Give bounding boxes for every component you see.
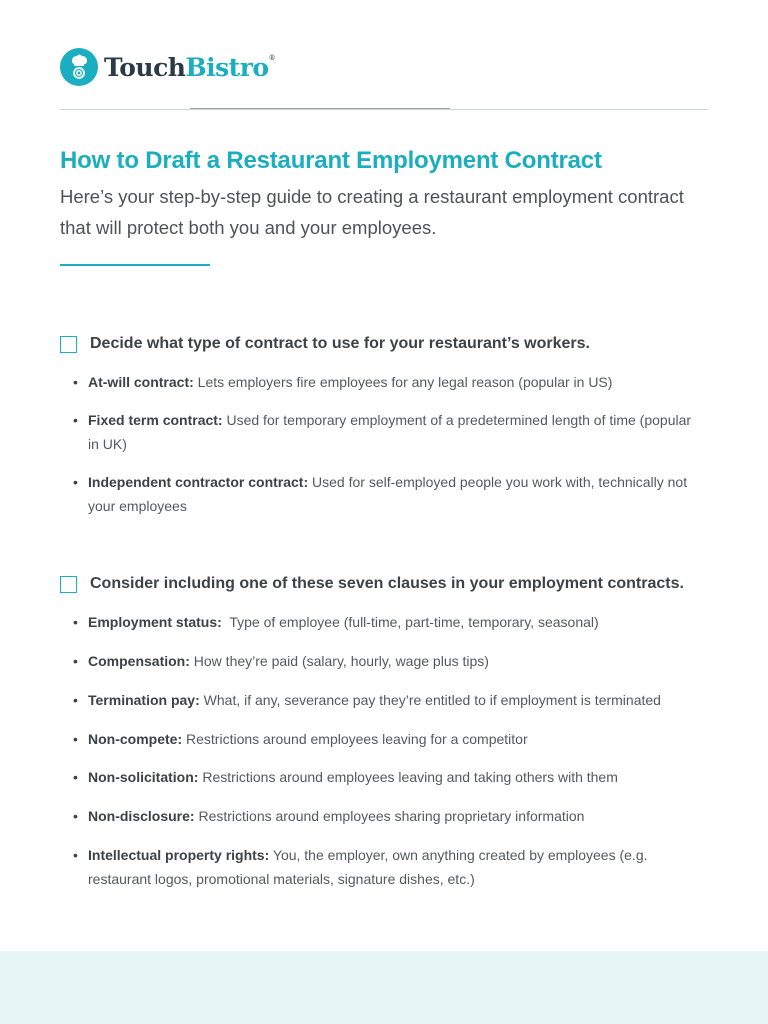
list-item [60,408,700,456]
bullet-term: Termination pay: [88,692,200,708]
logo-wordmark [104,52,276,82]
bullet-text: You, the employer, own anything created by employees (e.g. restaurant logos, promotional materials, signature dishes, etc.) [88,847,648,887]
bullet-icon: • [73,374,78,390]
bullet-term: Fixed term contract: [88,412,223,428]
bullet-text: What, if any, severance pay they’re entitled to if employment is terminated [199,692,661,708]
bullet-text: Type of employee (full-time, part-time, temporary, seasonal) [221,614,599,630]
header-divider [60,109,708,110]
bullet-text: Used for temporary employment of a predetermined length of time (popular in UK) [88,412,692,452]
list-item [60,370,700,394]
logo-text-bistro: Bistro [185,52,269,82]
bullet-icon: • [73,692,78,708]
list-item [60,843,660,891]
bullet-term: Employment status: [88,614,222,630]
bullet-text: Restrictions around employees sharing proprietary information [194,808,585,824]
list-item [60,688,700,712]
list-item [60,804,700,828]
list-item [60,470,700,518]
bullet-text: Restrictions around employees leaving for a competitor [182,731,528,747]
bullet-icon: • [73,808,78,824]
footer-band [0,951,768,1024]
bullet-term: Non-disclosure: [88,808,195,824]
list-item [60,610,700,634]
section-title: Consider including one of these seven clauses in your employment contracts. [90,575,684,592]
checklist-section-contract-type [60,333,720,514]
header-divider-accent [190,108,450,109]
bullet-text: Restrictions around employees leaving and taking others with them [198,769,618,785]
bullet-term: Intellectual property rights: [88,847,270,863]
bullet-term: Compensation: [88,653,190,669]
page-title: How to Draft a Restaurant Employment Contract [60,147,602,174]
title-accent-rule [60,264,210,266]
section-header [60,333,720,355]
bullet-icon: • [73,412,78,428]
checkbox[interactable] [60,336,77,353]
bullet-icon: • [73,847,78,863]
page-subtitle: Here’s your step-by-step guide to creating a restaurant employment contract that will protect both you and your employees. [60,186,684,238]
bullet-icon: • [73,769,78,785]
list-item [60,727,700,751]
section-header [60,573,720,595]
bullet-text: Lets employers fire employees for any legal reason (popular in US) [193,374,613,390]
logo-text-touch: Touch [104,52,186,82]
list-item [60,649,700,673]
list-item [60,765,700,789]
bullet-term: Non-solicitation: [88,769,199,785]
touchbistro-logo [60,47,275,87]
checkbox[interactable] [60,576,77,593]
bullet-term: Non-compete: [88,731,183,747]
touchbistro-chef-icon [60,48,98,86]
logo-trademark: ® [268,53,276,62]
bullet-icon: • [73,614,78,630]
bullet-icon: • [73,653,78,669]
bullet-text: Used for self-employed people you work with, technically not your employees [88,474,688,514]
bullet-term: At-will contract: [88,374,194,390]
bullet-text: How they’re paid (salary, hourly, wage plus tips) [189,653,489,669]
bullet-term: Independent contractor contract: [88,474,309,490]
bullet-icon: • [73,474,78,490]
bullet-icon: • [73,731,78,747]
checklist-section-clauses [60,573,720,887]
section-title: Decide what type of contract to use for your restaurant’s workers. [90,335,590,352]
